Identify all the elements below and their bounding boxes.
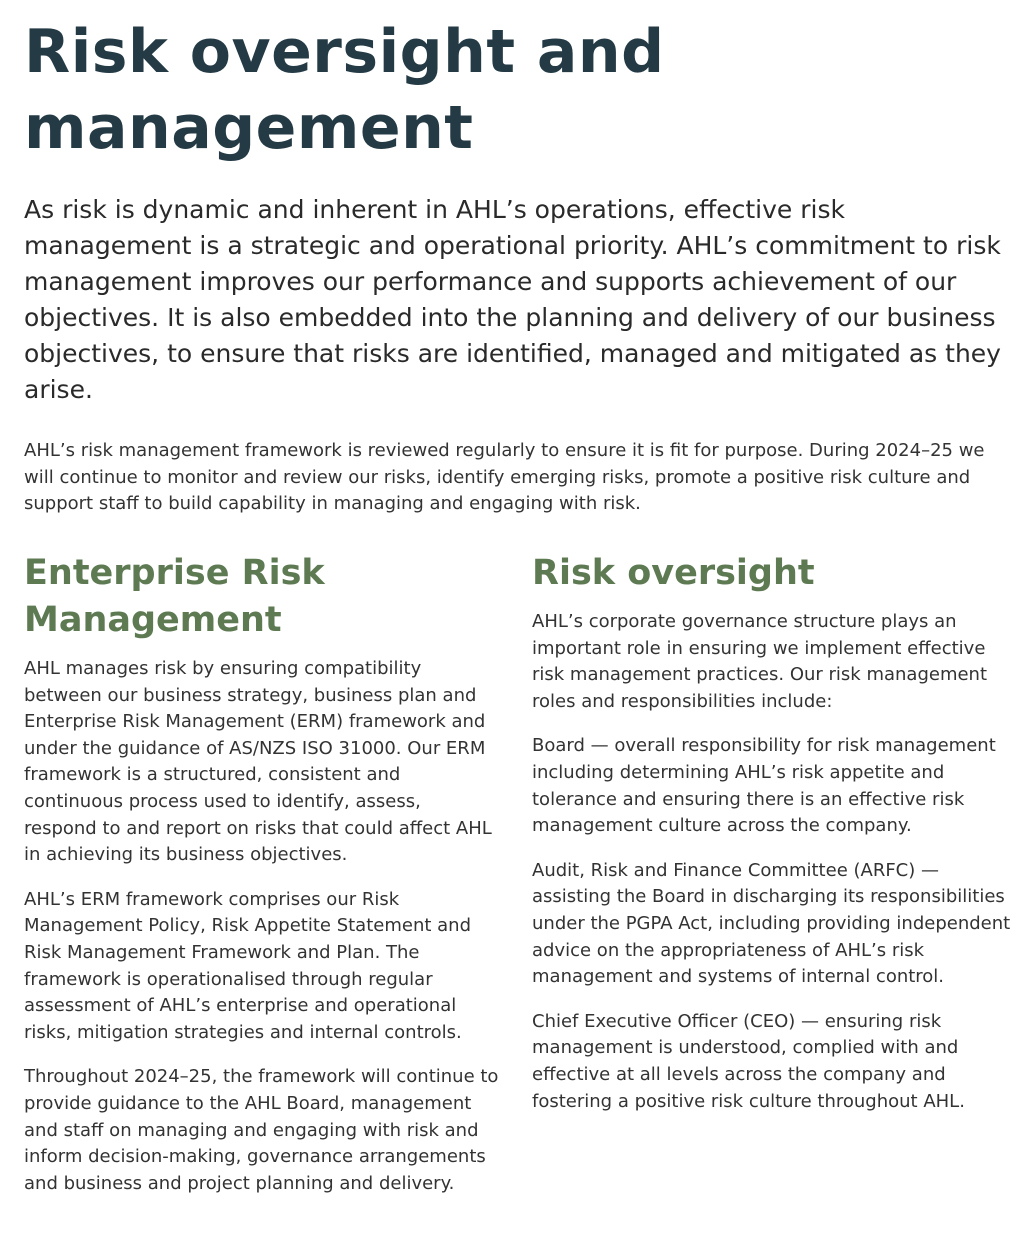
erm-paragraph-2: AHL’s ERM framework comprises our Risk Management Policy, Risk Appetite Statement and Risk Management Framework and Plan. The framework is operationalised through regular assessment of AHL’s enterprise and operational risks, mitigation strategies and internal controls. xyxy=(24,888,472,1043)
risk-oversight-heading: Risk oversight xyxy=(532,553,815,593)
erm-paragraph-1: AHL manages risk by ensuring compatibility between our business strategy, business plan and Enterprise Risk Management (ERM) framework and under the guidance of AS/NZS ISO 31000. Our ERM framework is a structured, consistent and continuous process used to identify, assess, respond to and report on risks that could affect AHL in achieving its business objectives. xyxy=(24,658,492,866)
oversight-paragraph-arfc: Audit, Risk and Finance Committee (ARFC) — assisting the Board in discharging its responsibilities under the PGPA Act, including providing independent advice on the appropriateness of AHL’s risk management and systems of internal control. xyxy=(532,859,1011,988)
oversight-paragraph-board: Board — overall responsibility for risk management including determining AHL’s risk appetite and tolerance and ensuring there is an effective risk management culture across the company. xyxy=(532,735,996,837)
risk-oversight-section xyxy=(532,550,1012,1133)
framework-paragraph: AHL’s risk management framework is reviewed regularly to ensure it is fit for purpose. During 2024–25 we will continue to monitor and review our risks, identify emerging risks, promote a positive risk culture and support staff to build capability in managing and engaging with risk. xyxy=(24,440,985,514)
erm-paragraph-3: Throughout 2024–25, the framework will continue to provide guidance to the AHL Board, management and staff on managing and engaging with risk and inform decision-making, governance arrangements and business and project planning and delivery. xyxy=(24,1066,499,1194)
intro-paragraph: As risk is dynamic and inherent in AHL’s operations, effective risk management is a strategic and operational priority. AHL’s commitment to risk management improves our performance and supports achievement of our objectives. It is also embedded into the planning and delivery of our business objectives, to ensure that risks are identified, managed and mitigated as they arise. xyxy=(24,195,1001,404)
page-title: Risk oversight and management xyxy=(24,17,665,163)
oversight-paragraph-ceo: Chief Executive Officer (CEO) — ensuring risk management is understood, complied with and effective at all levels across the company and fostering a positive risk culture throughout AHL. xyxy=(532,1010,965,1112)
erm-heading: Enterprise Risk Management xyxy=(24,553,325,640)
erm-section xyxy=(24,550,499,1215)
oversight-paragraph-intro: AHL’s corporate governance structure plays an important role in ensuring we implement effective risk management practices. Our risk management roles and responsibilities include: xyxy=(532,611,988,712)
